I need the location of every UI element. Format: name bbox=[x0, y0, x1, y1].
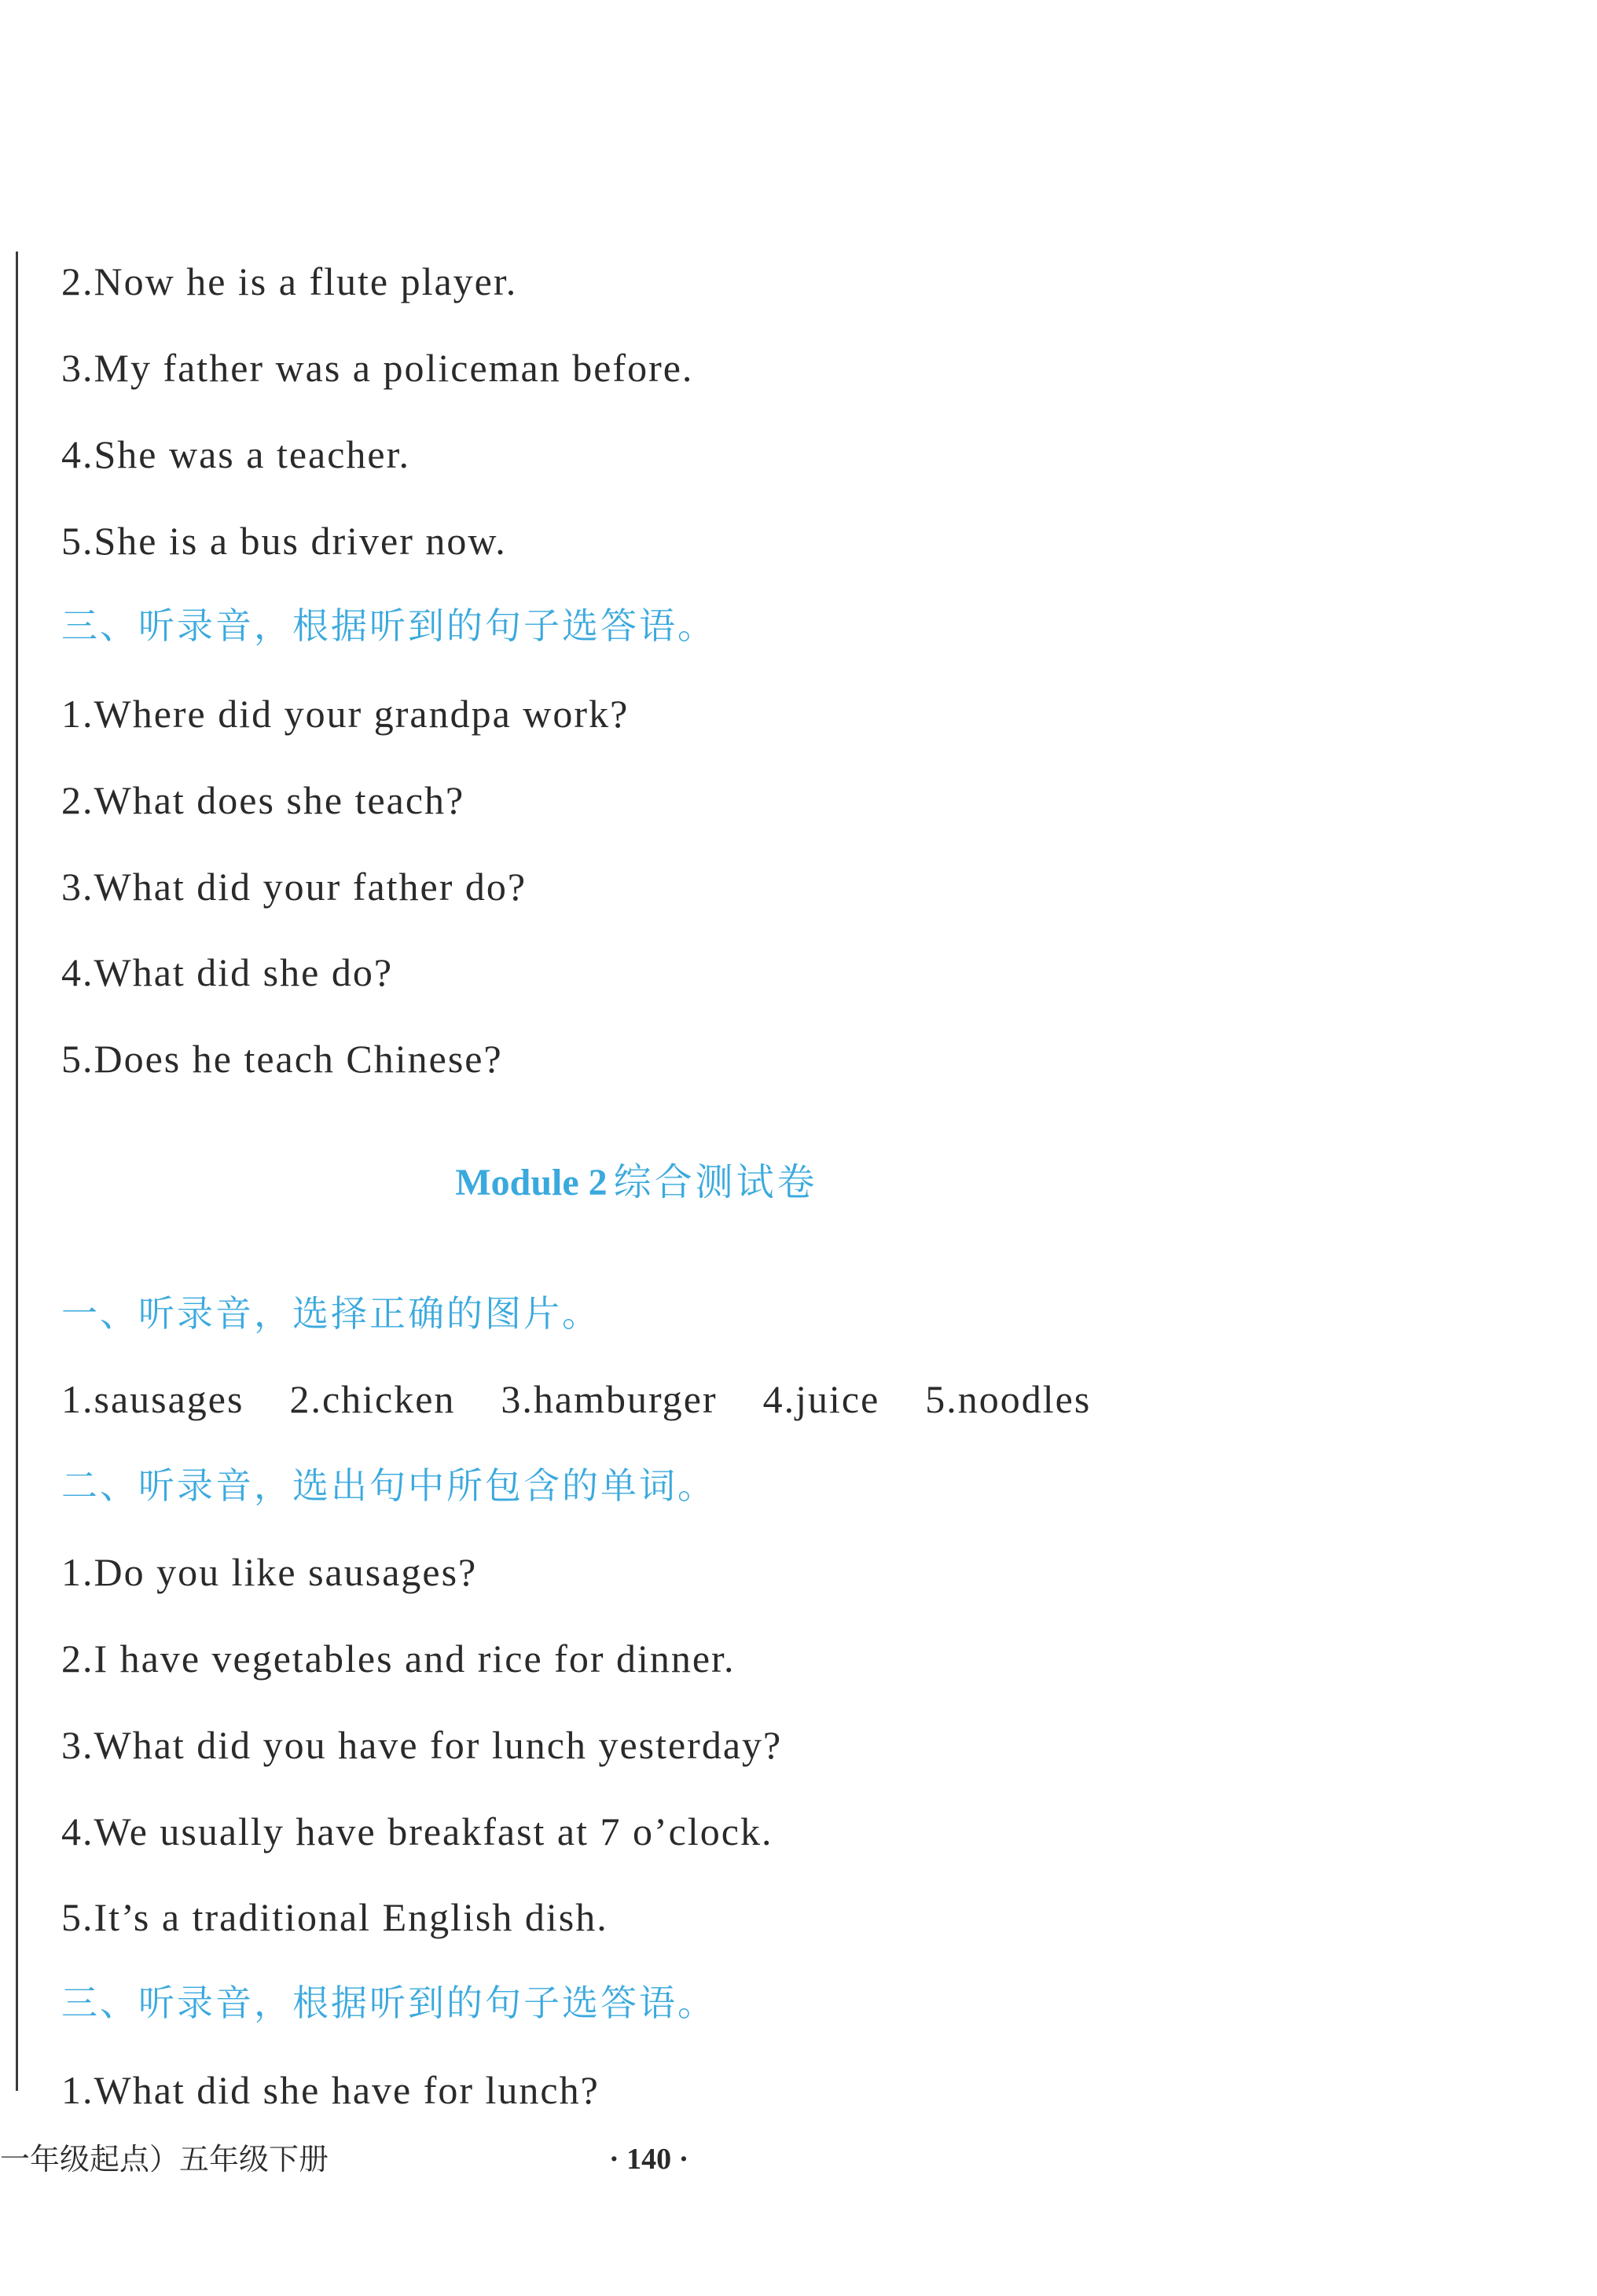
list-item: 3.What did you have for lunch yesterday? bbox=[61, 1723, 783, 1767]
module-title-en: Module 2 bbox=[455, 1162, 608, 1203]
word-item: 3.hamburger bbox=[501, 1377, 718, 1421]
list-item: 1.What did she have for lunch? bbox=[61, 2068, 600, 2112]
section-heading: 三、听录音，根据听到的句子选答语。 bbox=[61, 1982, 716, 2024]
list-item: 1.Where did your grandpa work? bbox=[61, 692, 630, 736]
module-title-cn: 综合测试卷 bbox=[613, 1160, 818, 1204]
list-item: 5.She is a bus driver now. bbox=[61, 519, 507, 563]
list-item: 5.It’s a traditional English dish. bbox=[61, 1895, 608, 1939]
word-item: 5.noodles bbox=[925, 1377, 1092, 1421]
list-item: 2.What does she teach? bbox=[61, 778, 465, 822]
word-item: 2.chicken bbox=[289, 1377, 456, 1421]
section-heading: 一、听录音，选择正确的图片。 bbox=[61, 1292, 600, 1335]
list-item: 3.My father was a policeman before. bbox=[61, 346, 694, 390]
page-number: · 140 · bbox=[609, 2143, 689, 2176]
word-item: 4.juice bbox=[762, 1377, 880, 1421]
module-title bbox=[0, 1160, 1273, 1204]
list-item: 2.I have vegetables and rice for dinner. bbox=[61, 1637, 736, 1681]
list-item: 3.What did your father do? bbox=[61, 865, 527, 909]
word-item: 1.sausages bbox=[61, 1377, 244, 1421]
footer-book-title: 一年级起点）五年级下册 bbox=[0, 2142, 329, 2177]
list-item: 2.Now he is a flute player. bbox=[61, 259, 518, 303]
list-item: 5.Does he teach Chinese? bbox=[61, 1037, 503, 1081]
list-item: 1.Do you like sausages? bbox=[61, 1550, 478, 1594]
section-heading: 二、听录音，选出句中所包含的单词。 bbox=[61, 1464, 716, 1507]
list-item: 4.What did she do? bbox=[61, 950, 394, 994]
list-item: 4.She was a teacher. bbox=[61, 432, 411, 476]
list-item: 4.We usually have breakfast at 7 o’clock. bbox=[61, 1809, 773, 1853]
section-heading: 三、听录音，根据听到的句子选答语。 bbox=[61, 604, 716, 647]
word-list bbox=[61, 1379, 1091, 1419]
